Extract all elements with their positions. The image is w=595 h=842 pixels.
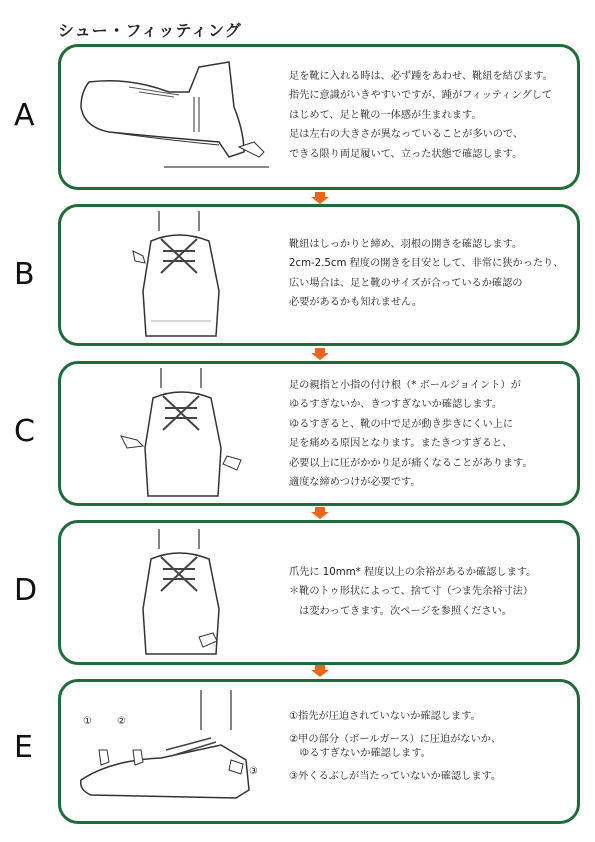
step-d-line: ＊靴のトゥ形状によって、捨て寸（つま先余裕寸法） xyxy=(289,586,534,598)
step-b-line: 必要があるかも知れません。 xyxy=(289,297,423,309)
down-arrow-icon xyxy=(311,353,329,360)
step-c-line: 適度な締めつけが必要です。 xyxy=(289,477,421,489)
step-letter-d: D xyxy=(14,573,38,608)
step-e-box xyxy=(58,679,580,824)
step-b-line: 2cm-2.5cm 程度の開きを目安として、非常に狭かったり、 xyxy=(289,258,564,270)
step-d-line: 爪先に 10mm* 程度以上の余裕があるか確認します。 xyxy=(289,567,537,578)
step-b-box xyxy=(58,204,580,346)
down-arrow-icon xyxy=(311,512,329,519)
down-arrow-icon xyxy=(311,670,329,677)
down-arrow-icon xyxy=(311,197,329,204)
step-letter-c: C xyxy=(14,414,35,449)
shoe-top-lacing-illustration xyxy=(131,211,231,343)
step-a-line: 指先に意識がいきやすいですが、踵がフィッティングして xyxy=(289,90,553,102)
shoe-side-markers-illustration xyxy=(71,690,271,818)
marker-3: ③ xyxy=(249,766,258,777)
step-a-line: できる限り両足履いて、立った状態で確認します。 xyxy=(289,148,523,160)
page-title: シュー・フィッティング xyxy=(58,21,242,40)
step-a-line: 足は左右の大きさが異なっていることが多いので、 xyxy=(289,129,524,141)
step-e-line: ③外くるぶしが当たっていないか確認します。 xyxy=(289,770,502,782)
shoe-top-ball-joint-illustration xyxy=(119,368,249,502)
marker-2: ② xyxy=(117,716,126,727)
step-e-line xyxy=(289,762,501,770)
step-d-line: は変わってきます。次ページを参照ください。 xyxy=(289,605,513,617)
step-b-line: 靴紐はしっかりと締め、羽根の開きを確認します。 xyxy=(289,239,523,250)
step-c-box xyxy=(58,361,580,506)
step-d-box xyxy=(58,520,580,665)
step-letter-b: B xyxy=(14,257,35,292)
step-e-line: ②甲の部分（ボールガース）に圧迫がないか、 xyxy=(289,733,502,745)
step-e-line: ①指先が圧迫されていないか確認します。 xyxy=(289,711,481,722)
step-b-line: 広い場合は、足と靴のサイズが合っているか確認の xyxy=(289,277,523,289)
step-e-line: ゆるすぎないか確認します。 xyxy=(289,748,431,759)
step-c-line: 必要以上に圧がかかり足が痛くなることがあります。 xyxy=(289,457,533,469)
shoe-top-toe-illustration xyxy=(139,529,229,659)
step-c-line: ゆるすぎると、靴の中で足が動き歩きにくい上に xyxy=(289,418,514,430)
step-letter-a: A xyxy=(14,98,35,133)
step-c-line: ゆるすぎないか、きつすぎないか確認します。 xyxy=(289,399,503,411)
step-c-line: 足の親指と小指の付け根（* ボールジョイント）が xyxy=(289,380,521,391)
step-a-line: 足を靴に入れる時は、必ず踵をあわせ、靴紐を結びます。 xyxy=(289,71,553,82)
shoe-side-heel-illustration xyxy=(69,57,269,177)
step-c-line: 足を痛める原因となります。またきつすぎると、 xyxy=(289,438,513,450)
step-a-line: はじめて、足と靴の一体感が生まれます。 xyxy=(289,109,482,121)
step-e-line xyxy=(289,725,501,733)
step-a-box xyxy=(58,44,580,190)
step-letter-e: E xyxy=(14,730,33,765)
marker-1: ① xyxy=(83,716,92,727)
